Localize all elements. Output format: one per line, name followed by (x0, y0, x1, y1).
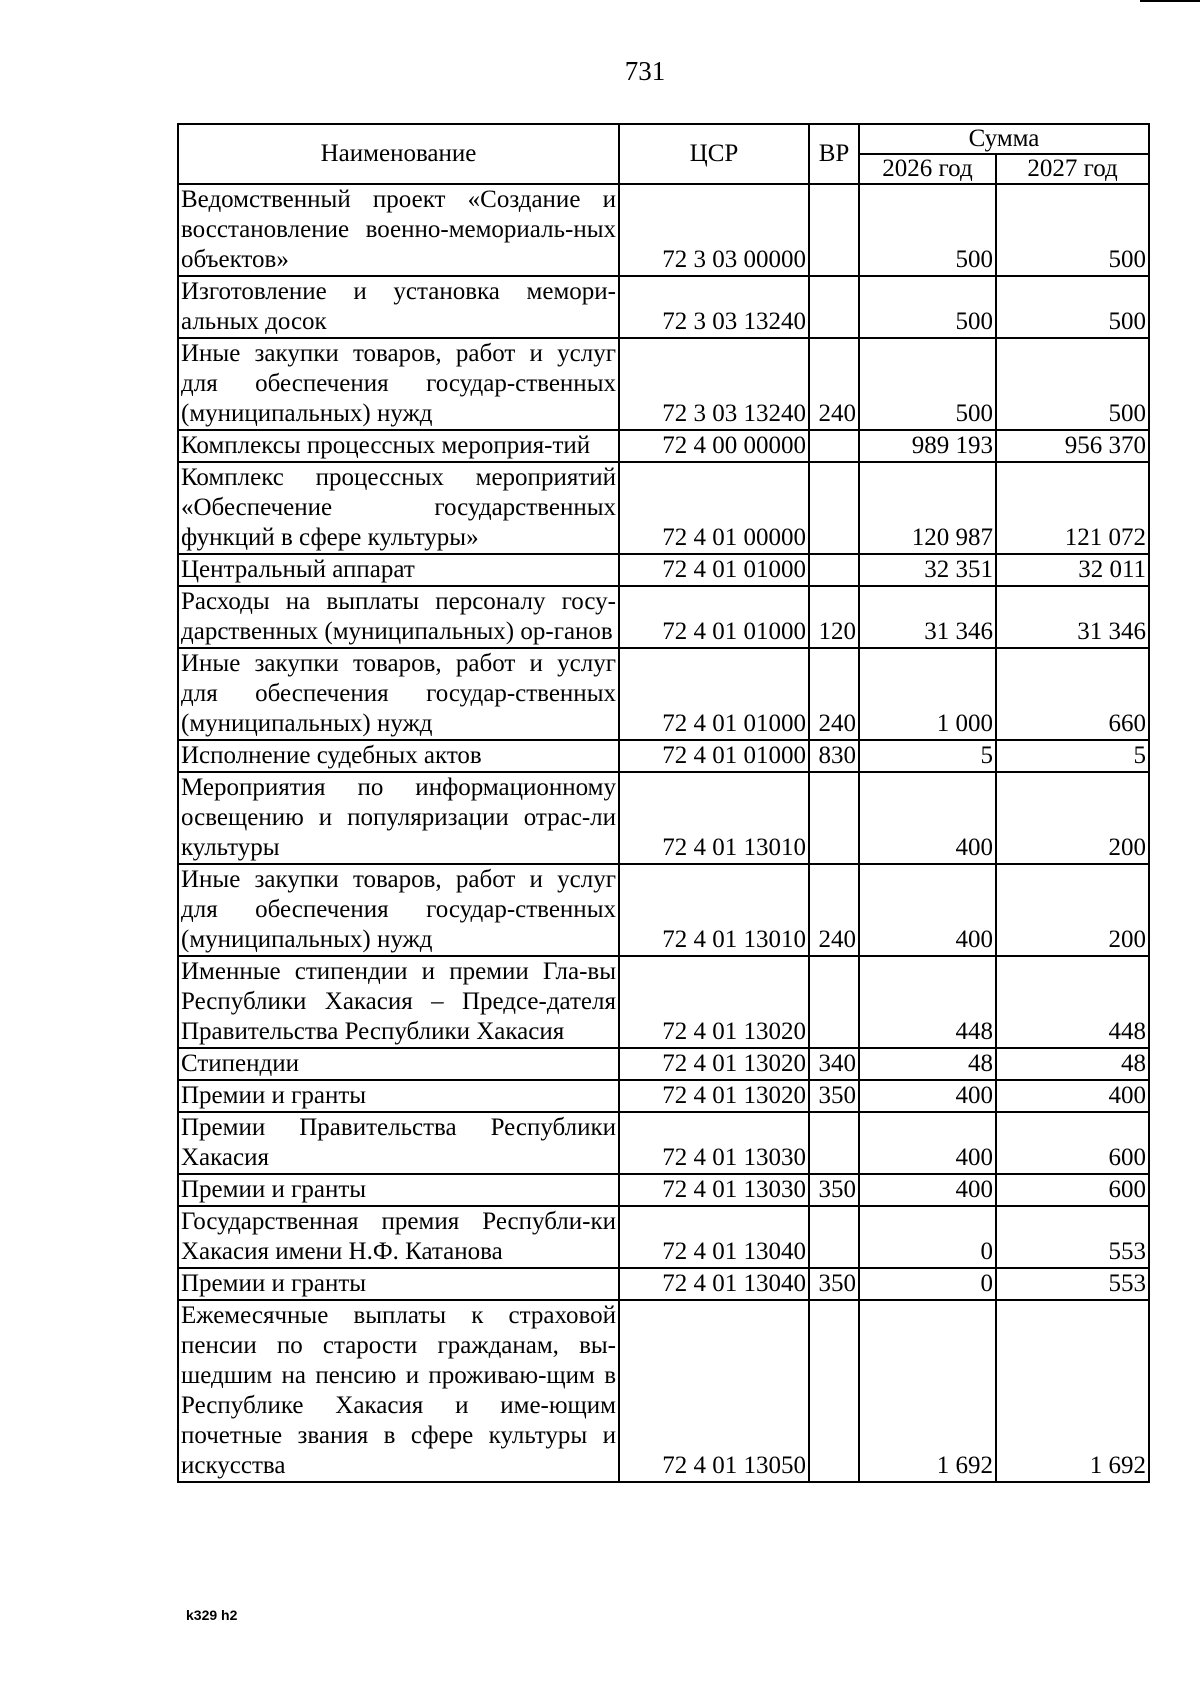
row-sum-2027: 500 (996, 184, 1149, 276)
row-csr: 72 4 01 13040 (619, 1268, 809, 1300)
row-sum-2027: 553 (996, 1206, 1149, 1268)
row-sum-2026: 31 346 (859, 586, 996, 648)
row-sum-2027: 1 692 (996, 1300, 1149, 1482)
row-vr: 240 (809, 338, 859, 430)
row-name: Ведомственный проект «Создание и восстановление военно-мемориаль-ных объектов» (178, 184, 619, 276)
row-sum-2026: 500 (859, 184, 996, 276)
row-sum-2027: 5 (996, 740, 1149, 772)
row-name: Премии Правительства Республики Хакасия (178, 1112, 619, 1174)
row-name: Расходы на выплаты персоналу госу-дарственных (муниципальных) ор-ганов (178, 586, 619, 648)
row-sum-2026: 989 193 (859, 430, 996, 462)
row-name: Изготовление и установка мемори-альных досок (178, 276, 619, 338)
row-sum-2027: 48 (996, 1048, 1149, 1080)
row-sum-2026: 1 000 (859, 648, 996, 740)
table-row (178, 772, 1149, 864)
row-csr: 72 4 01 00000 (619, 462, 809, 554)
row-csr: 72 4 01 01000 (619, 740, 809, 772)
row-vr (809, 1112, 859, 1174)
row-sum-2027: 600 (996, 1112, 1149, 1174)
row-sum-2026: 400 (859, 1174, 996, 1206)
row-csr: 72 4 01 13020 (619, 1080, 809, 1112)
header-year-2027: 2027 год (996, 154, 1149, 184)
table-row (178, 184, 1149, 276)
row-sum-2026: 400 (859, 1112, 996, 1174)
table-body (178, 184, 1149, 1482)
table-row (178, 430, 1149, 462)
row-sum-2027: 200 (996, 864, 1149, 956)
row-sum-2026: 5 (859, 740, 996, 772)
row-name: Иные закупки товаров, работ и услуг для обеспечения государ-ственных (муниципальных) нужд (178, 338, 619, 430)
header-csr: ЦСР (619, 124, 809, 184)
row-csr: 72 4 01 13030 (619, 1112, 809, 1174)
row-name: Центральный аппарат (178, 554, 619, 586)
table-row (178, 648, 1149, 740)
row-csr: 72 4 01 13020 (619, 1048, 809, 1080)
row-vr (809, 184, 859, 276)
row-name: Иные закупки товаров, работ и услуг для обеспечения государ-ственных (муниципальных) нужд (178, 648, 619, 740)
row-csr: 72 3 03 13240 (619, 276, 809, 338)
table-row (178, 276, 1149, 338)
row-sum-2027: 400 (996, 1080, 1149, 1112)
row-vr (809, 430, 859, 462)
header-vr: ВР (809, 124, 859, 184)
row-sum-2026: 500 (859, 338, 996, 430)
row-vr: 350 (809, 1080, 859, 1112)
row-vr (809, 1300, 859, 1482)
row-vr (809, 1206, 859, 1268)
row-sum-2027: 660 (996, 648, 1149, 740)
row-sum-2027: 600 (996, 1174, 1149, 1206)
row-vr: 350 (809, 1174, 859, 1206)
table-header (178, 124, 1149, 184)
row-sum-2027: 32 011 (996, 554, 1149, 586)
row-sum-2027: 553 (996, 1268, 1149, 1300)
row-vr: 340 (809, 1048, 859, 1080)
table-row (178, 462, 1149, 554)
row-sum-2026: 500 (859, 276, 996, 338)
row-csr: 72 4 01 13010 (619, 864, 809, 956)
row-sum-2027: 31 346 (996, 586, 1149, 648)
table-row (178, 1112, 1149, 1174)
row-csr: 72 4 01 01000 (619, 648, 809, 740)
row-vr (809, 462, 859, 554)
row-name: Иные закупки товаров, работ и услуг для обеспечения государ-ственных (муниципальных) нужд (178, 864, 619, 956)
row-vr (809, 772, 859, 864)
table-row (178, 1048, 1149, 1080)
row-vr (809, 554, 859, 586)
row-csr: 72 4 01 13010 (619, 772, 809, 864)
row-name: Государственная премия Республи-ки Хакасия имени Н.Ф. Катанова (178, 1206, 619, 1268)
table-row (178, 864, 1149, 956)
row-name: Комплекс процессных мероприятий «Обеспечение государственных функций в сфере культуры» (178, 462, 619, 554)
row-sum-2026: 48 (859, 1048, 996, 1080)
row-sum-2026: 120 987 (859, 462, 996, 554)
row-name: Премии и гранты (178, 1268, 619, 1300)
row-name: Премии и гранты (178, 1080, 619, 1112)
row-sum-2027: 500 (996, 338, 1149, 430)
row-name: Ежемесячные выплаты к страховой пенсии по старости гражданам, вы-шедшим на пенсию и проживаю-щим в Республике Хакасия и име-ющим почетные звания в сфере культуры и искусства (178, 1300, 619, 1482)
row-vr: 120 (809, 586, 859, 648)
table-row (178, 1080, 1149, 1112)
table-row (178, 338, 1149, 430)
row-csr: 72 4 00 00000 (619, 430, 809, 462)
header-name: Наименование (178, 124, 619, 184)
top-edge-rule (1140, 0, 1200, 2)
row-name: Премии и гранты (178, 1174, 619, 1206)
footer-code: k329 h2 (186, 1607, 238, 1623)
row-vr: 240 (809, 864, 859, 956)
row-sum-2027: 956 370 (996, 430, 1149, 462)
row-name: Комплексы процессных мероприя-тий (178, 430, 619, 462)
row-sum-2026: 448 (859, 956, 996, 1048)
header-sum: Сумма (859, 124, 1149, 154)
row-vr (809, 956, 859, 1048)
table-row (178, 554, 1149, 586)
table-row (178, 1174, 1149, 1206)
row-csr: 72 4 01 13050 (619, 1300, 809, 1482)
row-csr: 72 4 01 01000 (619, 554, 809, 586)
table-row (178, 956, 1149, 1048)
row-sum-2026: 0 (859, 1268, 996, 1300)
row-sum-2027: 500 (996, 276, 1149, 338)
table-row (178, 1300, 1149, 1482)
row-name: Стипендии (178, 1048, 619, 1080)
table-row (178, 586, 1149, 648)
page-number: 731 (624, 56, 666, 86)
row-csr: 72 3 03 00000 (619, 184, 809, 276)
table-row (178, 1206, 1149, 1268)
row-name: Мероприятия по информационному освещению и популяризации отрас-ли культуры (178, 772, 619, 864)
row-sum-2027: 448 (996, 956, 1149, 1048)
row-vr (809, 276, 859, 338)
row-name: Исполнение судебных актов (178, 740, 619, 772)
row-csr: 72 4 01 13040 (619, 1206, 809, 1268)
row-sum-2027: 200 (996, 772, 1149, 864)
row-csr: 72 4 01 01000 (619, 586, 809, 648)
row-csr: 72 4 01 13030 (619, 1174, 809, 1206)
row-sum-2026: 400 (859, 1080, 996, 1112)
row-name: Именные стипендии и премии Гла-вы Республики Хакасия – Предсе-дателя Правительства Республики Хакасия (178, 956, 619, 1048)
row-sum-2026: 1 692 (859, 1300, 996, 1482)
row-csr: 72 4 01 13020 (619, 956, 809, 1048)
table-row (178, 1268, 1149, 1300)
row-vr: 350 (809, 1268, 859, 1300)
row-csr: 72 3 03 13240 (619, 338, 809, 430)
row-sum-2026: 400 (859, 864, 996, 956)
row-sum-2027: 121 072 (996, 462, 1149, 554)
row-sum-2026: 32 351 (859, 554, 996, 586)
row-sum-2026: 0 (859, 1206, 996, 1268)
budget-table (177, 123, 1150, 1483)
table-row (178, 740, 1149, 772)
row-sum-2026: 400 (859, 772, 996, 864)
row-vr: 830 (809, 740, 859, 772)
row-vr: 240 (809, 648, 859, 740)
header-year-2026: 2026 год (859, 154, 996, 184)
